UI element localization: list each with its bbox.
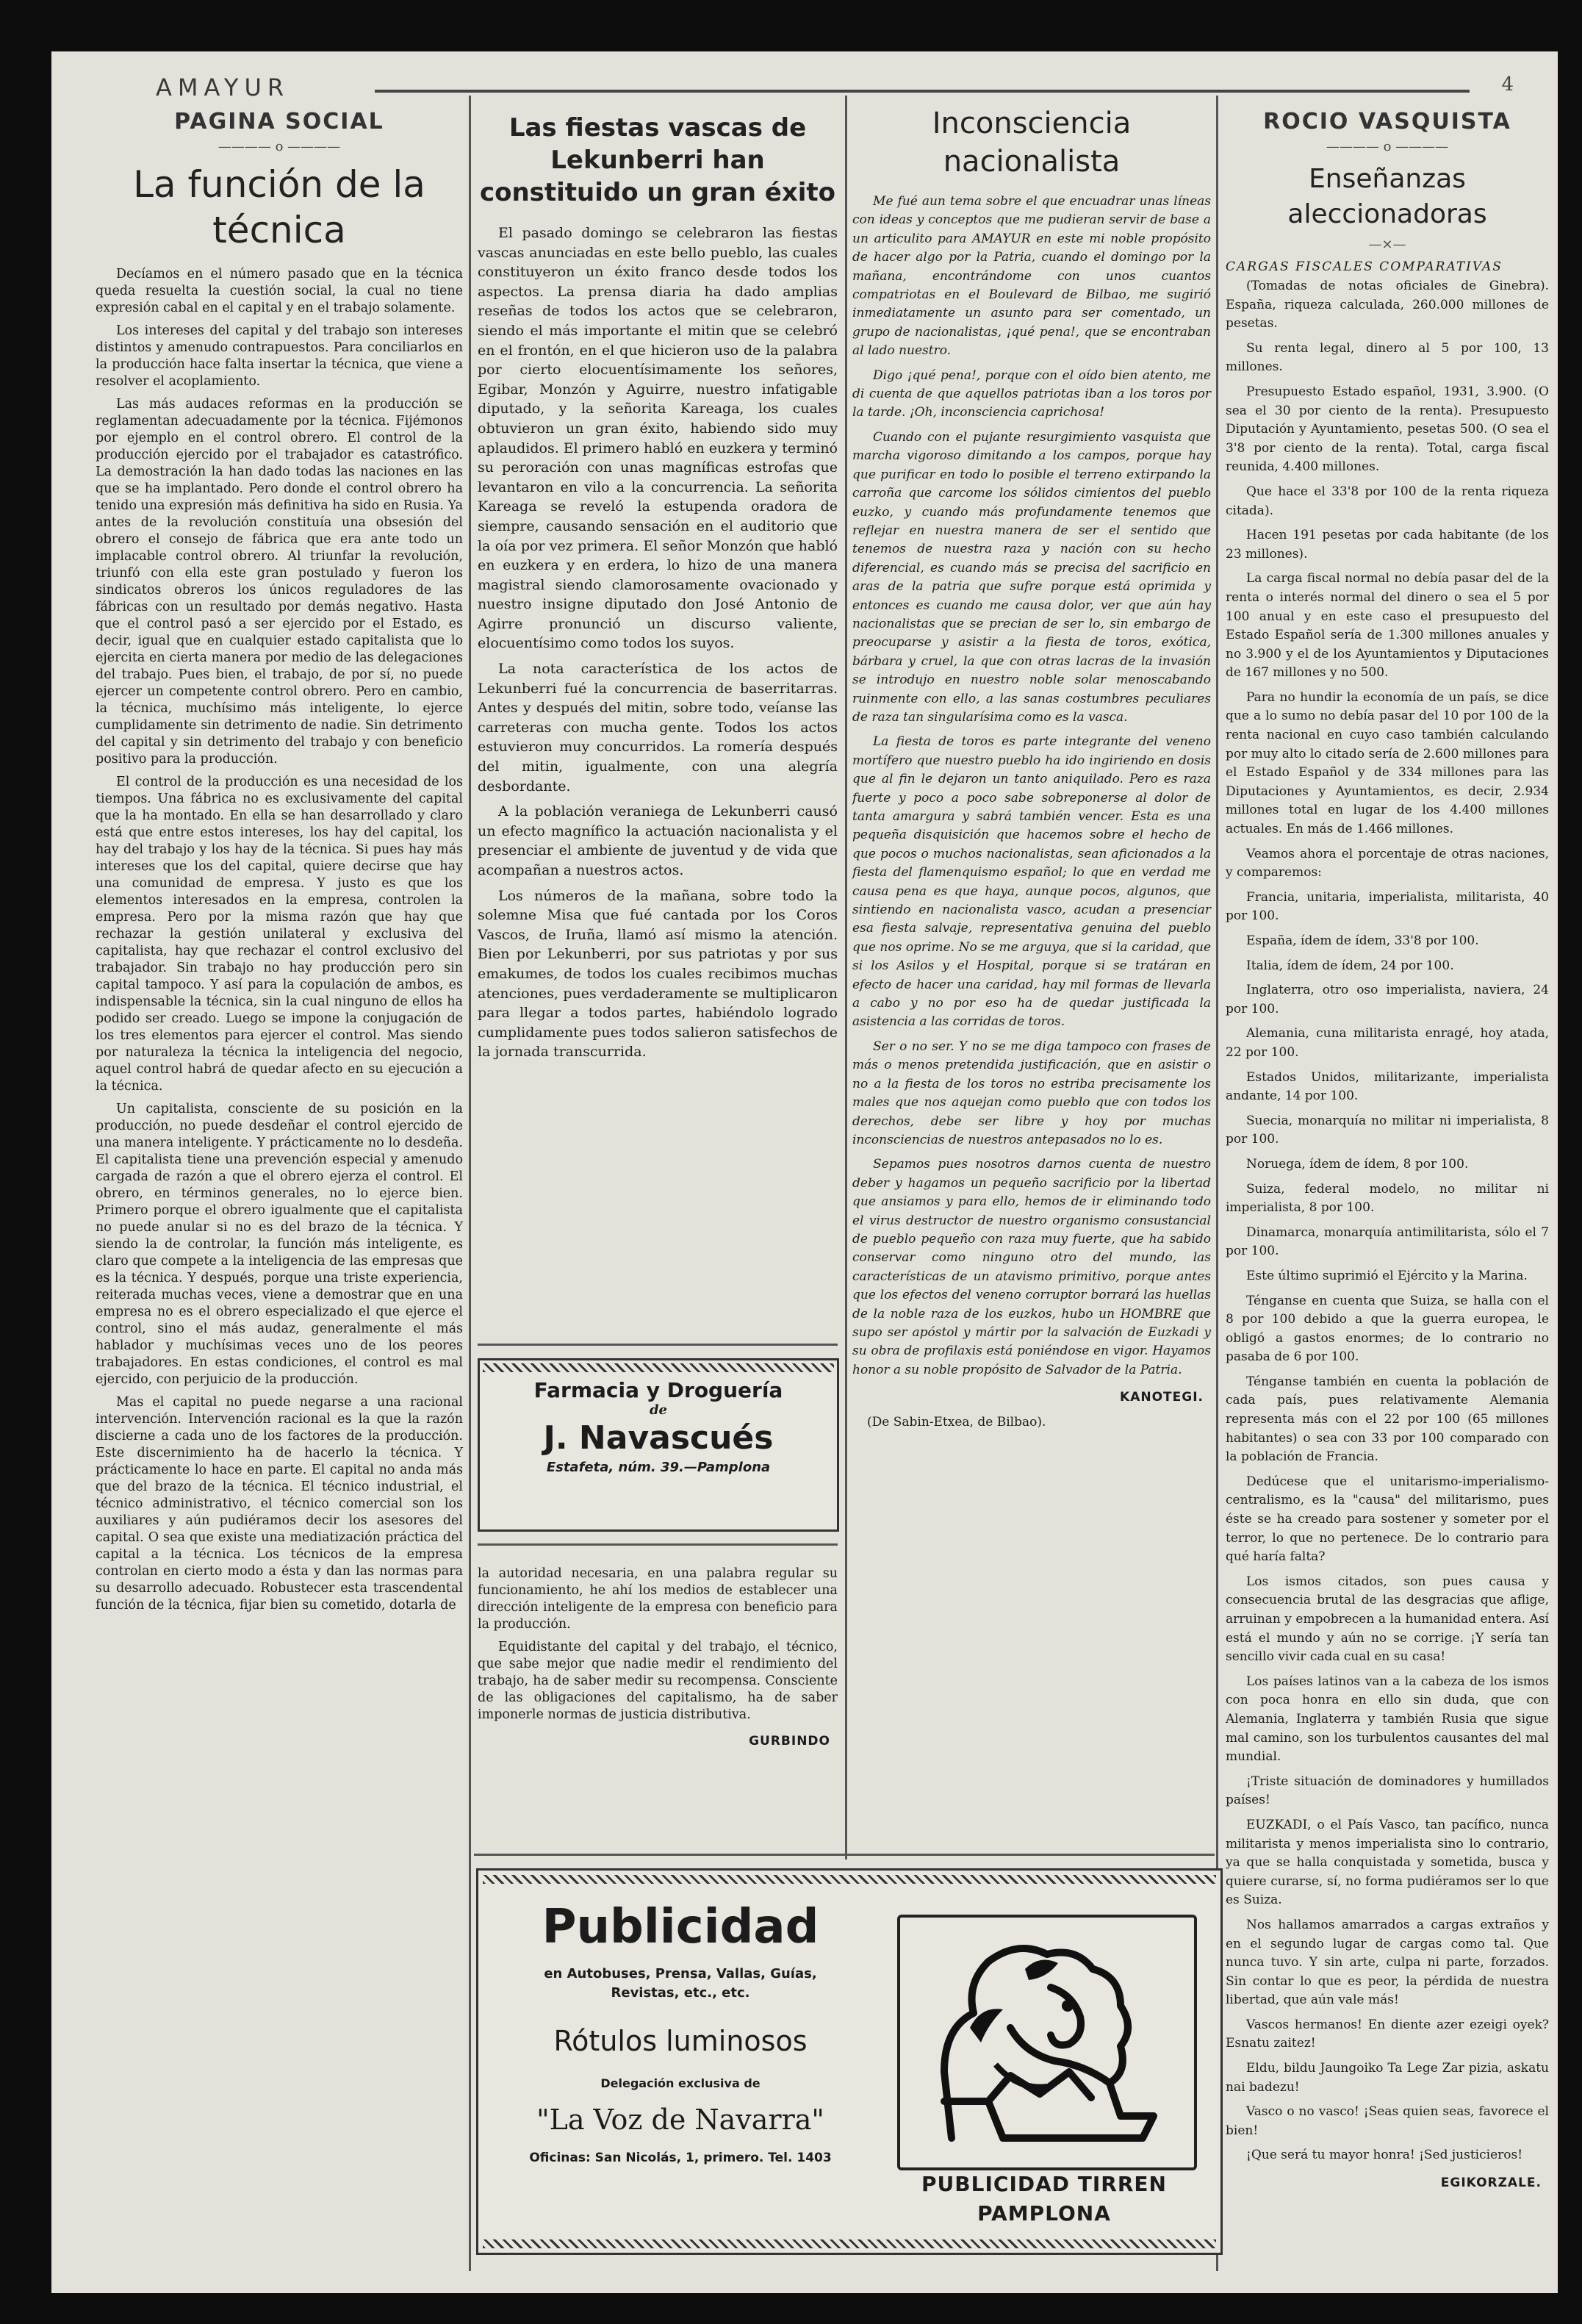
paragraph: Digo ¡qué pena!, porque con el oído bien atento, me di cuenta de que aquellos patriotas iban a los toros por la tarde. ¡Oh, inconsciencia caprichosa! xyxy=(852,367,1211,420)
column-inconsciencia xyxy=(852,104,1211,1430)
paragraph: Hacen 191 pesetas por cada habitante (de los 23 millones). xyxy=(1226,528,1549,562)
ad-offices: Oficinas: San Nicolás, 1, primero. Tel. 1403 xyxy=(529,2151,832,2165)
paragraph: ¡Que será tu mayor honra! ¡Sed justicieros! xyxy=(1246,2148,1523,2163)
paragraph: Mas el capital no puede negarse a una racional intervención. Intervención racional es la que la razón discierne a cada uno de los factores de la producción. Este discernimiento ha de hacerlo la técnica. Y prácticamente lo hace en parte. El capital no anda más que del brazo de la técnica. El técnico industrial, el técnico administrativo, el técnico comercial son los auxiliares y aún pudiéramos decir los asesores del capital. O sea que existe una mediatización práctica del capital a la técnica. Los técnicos de la empresa controlan en cierto modo a ésta y dan las normas para su desarrollo adecuado. Robustecer esta trascendental función de la técnica, fijar bien su cometido, dotarla de xyxy=(96,1395,463,1613)
title-divider: —×— xyxy=(1368,237,1406,252)
paragraph: Su renta legal, dinero al 5 por 100, 13 millones. xyxy=(1226,340,1549,375)
column-pagina-social xyxy=(96,109,463,1620)
column-rocio-vasquista xyxy=(1226,109,1549,2190)
paragraph: Para no hundir la economía de un país, se dice que a lo sumo no debía pasar del 10 por 100 de la renta nacional en cuyo caso también calculando por muy alto lo citado sería de 2.600 millones para el Estado Español y de 334 millones para las Diputaciones y Ayuntamientos, es decir, 2.934 millones total en lugar de los 4.400 millones actuales. En más de 1.466 millones. xyxy=(1226,689,1549,837)
paragraph: Suecia, monarquía no militar ni imperialista, 8 por 100. xyxy=(1226,1113,1549,1147)
paragraph: España, ídem de ídem, 33'8 por 100. xyxy=(1246,933,1479,948)
ad-newspaper: "La Voz de Navarra" xyxy=(536,2104,824,2136)
ad-agency-city: PAMPLONA xyxy=(977,2201,1111,2226)
paragraph: La carga fiscal normal no debía pasar del de la renta o interés normal del dinero o sea el 5 por 100 anual y en este caso el presupuesto del Estado Español sería de 1.300 millones anuales y no 3.900 y el de los Ayuntamientos y Diputaciones de 167 millones y no 500. xyxy=(1226,571,1549,681)
ad-line: Farmacia y Droguería xyxy=(533,1378,783,1402)
article-body-fiestas-vascas xyxy=(478,223,838,1062)
newspaper-name: AMAYUR xyxy=(156,73,290,101)
article-title-ensenanzas: Enseñanzas aleccionadoras xyxy=(1287,164,1487,229)
ad-publicidad-tirren xyxy=(476,1868,1223,2255)
paragraph: Dedúcese que el unitarismo-imperialismo-centralismo, es la "causa" del militarismo, pues éste se ha creado para sostener y someter por el terror, lo que no pertenece. De lo contrario para qué haría falta? xyxy=(1226,1474,1549,1565)
ad-farmacia-navascues xyxy=(478,1358,839,1532)
paragraph: Vascos hermanos! En diente azer ezeigi oyek? Esnatu zaitez! xyxy=(1226,2017,1549,2051)
paragraph: EUZKADI, o el País Vasco, tan pacífico, nunca militarista y menos imperialista sino lo contrario, ya que se halla conquistada y sometida, busca y quiere curarse, sí, no forma pudiéramos ser lo que es Suiza. xyxy=(1226,1817,1549,1908)
paragraph: Vasco o no vasco! ¡Seas quien seas, favorece el bien! xyxy=(1226,2104,1549,2138)
paragraph: Ténganse en cuenta que Suiza, se halla con el 8 por 100 debido a que la guerra europea, le obligó a gastos enormes; de lo contrario no pasaba de 6 por 100. xyxy=(1226,1293,1549,1365)
source-note: (De Sabin-Etxea, de Bilbao). xyxy=(867,1415,1046,1430)
column-fiestas-lekunberri xyxy=(478,109,838,1068)
ad-agency-name: PUBLICIDAD TIRREN xyxy=(921,2172,1167,2196)
paragraph: Inglaterra, otro oso imperialista, naviera, 24 por 100. xyxy=(1226,983,1549,1016)
ad-text-block xyxy=(486,1885,875,2165)
paragraph: Equidistante del capital y del trabajo, el técnico, que sabe mejor que nadie medir el rendimiento del trabajo, ha de saber medir su recompensa. Consciente de las obligaciones del capitalismo, ha de saber imponerle normas de justicia distributiva. xyxy=(478,1640,838,1722)
page-number: 4 xyxy=(1501,73,1514,96)
paragraph: Este último suprimió el Ejército y la Marina. xyxy=(1246,1268,1528,1283)
paragraph: Francia, unitaria, imperialista, militarista, 40 por 100. xyxy=(1226,889,1549,924)
lion-icon xyxy=(900,1918,1188,2162)
paragraph: El control de la producción es una necesidad de los tiempos. Una fábrica no es exclusivamente del capital que la ha montado. En ella se han desarrollado y claro está que entre estos intereses, los hay del capital, los hay del trabajo y los hay de la técnica. Si pues hay más intereses que los del capital, quiere decirse que hay una comunidad de empresa. Y justo es que los elementos interesados en la empresa, controlen la empresa. Pero por la misma razón que hay que rechazar la gestión unilateral y exclusiva del capitalista, hay que rechazar el control exclusivo del trabajador. Sin trabajo no hay producción pero sin capital tampoco. Y así para la copulación de ambos, es indispensable la técnica, sin la cual ninguno de ellos ha podido ser creado. Luego se impone la conjugación de los tres elementos para ejercer el control. Mas siendo por naturaleza la técnica la inteligencia del negocio, aquel control habrá de quedar afecto en su ejecución a la técnica. xyxy=(96,775,463,1094)
paragraph: Ténganse también en cuenta la población de cada país, pues relativamente Alemania representa más con el 22 por 100 (65 millones habitantes) o sea con 33 por 100 comparado con la población de Francia. xyxy=(1226,1374,1549,1465)
divider xyxy=(478,1543,838,1546)
newspaper-page xyxy=(51,51,1558,2293)
paragraph: Un capitalista, consciente de su posición en la producción, no puede desdeñar el control ejercido de una manera inteligente. Y prácticamente no lo desdeña. El capitalista tiene una prevención especial y amenudo cargada de razón a que el obrero ejerza el control. El obrero, en términos generales, no lo ejerce bien. Primero porque el obrero igualmente que el capitalista no puede anular si no es del brazo de la técnica. Y siendo la de controlar, la función más inteligente, es claro que compete a la inteligencia de las empresas que es la técnica. Y después, porque una triste experiencia, reiterada muchas veces, viene a demostrar que en una empresa no es el obrero especializado el que ejerce el control, sino el más audaz, generalmente el más hablador y muchísimas veces uno de los peores trabajadores. En estas condiciones, el control es mal ejercido, con perjuicio de la producción. xyxy=(96,1102,463,1387)
paragraph: Los ismos citados, son pues causa y consecuencia brutal de las desgracias que aflige, arruinan y empobrecen a la humanidad entera. Así está el mundo y aún no se corrige. ¡Y sería tan sencillo vivir cada cual en su casa! xyxy=(1226,1574,1549,1665)
divider xyxy=(474,1854,1215,1856)
paragraph: Cuando con el pujante resurgimiento vasquista que marcha vigoroso dimitando a los campos, porque hay que purificar en todo lo posible el terreno extirpando la carroña que carcome los sólidos cimientos del pueblo euzko, y cuando más profundamente tenemos que reflejar en nuestra manera de ser el sentido que tenemos de nuestra raza y nación con su hecho diferencial, es cuando más se precisa del sacrificio en aras de la patria que sufre porque está oprimida y entonces es cuando me causa dolor, ver que aún hay nacionalistas que se precian de ser lo, sin embargo de preocuparse y asistir a la fiesta de toros, exótica, bárbara y cruel, la que con otras lacras de la invasión se introdujo en nuestro noble solar menoscabando ruinmente con ello, a las sanas costumbres peculiares de raza tan singularísima como es la vasca. xyxy=(852,429,1211,725)
section-heading: ROCIO VASQUISTA xyxy=(1263,109,1511,135)
section-ornament: ———— o ———— xyxy=(1326,139,1449,154)
paragraph: A la población veraniega de Lekunberri causó un efecto magnífico la actuación nacionalista y el presenciar el ambiente de juventud y de vida que acompañan a nuestros actos. xyxy=(478,803,838,878)
column-funcion-tecnica-cont xyxy=(478,1566,838,1749)
paragraph: Nos hallamos amarrados a cargas extraños y en el segundo lugar de cargas como tal. Que nunca tuvo. Y sin arte, culpa ni parte, forzados. Sin contar lo que es peor, la pérdida de nuestra libertad, que aún vale más! xyxy=(1226,1917,1549,2008)
paragraph: Ser o no ser. Y no se me diga tampoco con frases de más o menos pretendida justificación, que en asistir o no a la fiesta de los toros no estriba precisamente los males que nos aquejan como pueblo que con todos los derechos, debe ser libre y hoy por muchas inconsciencias de nuestros antepasados no lo es. xyxy=(852,1039,1211,1147)
masthead-rule xyxy=(375,90,1470,93)
paragraph: Veamos ahora el porcentaje de otras naciones, y comparemos: xyxy=(1226,846,1549,881)
signature-egikorzale: EGIKORZALE. xyxy=(1440,2176,1542,2191)
paragraph: El pasado domingo se celebraron las fiestas vascas anunciadas en este bello pueblo, las cuales constituyeron un éxito franco desde todos los aspectos. La prensa diaria ha dado amplias reseñas de todos los actos que se celebraron, siendo el más importante el mitin que se celebró en el frontón, en el que hicieron uso de la palabra por cierto elocuentísimamente los señores, Egibar, Monzón y Aguirre, nuestro infatigable diputado, y la señorita Kareaga, los cuales obtuvieron un gran éxito, habiendo sido muy aplaudidos. El primero habló en euzkera y terminó su peroración con unas magníficas estrofas que levantaron en vilo a la concurrencia. La señorita Kareaga se reveló la estupenda oradora de siempre, causando sensación en el auditorio que la oía por vez primera. El señor Monzón que habló en euzkera y en erdera, lo hizo de una manera magistral siendo clamorosamente ovacionado y nuestro insigne diputado don José Antonio de Agirre pronunció un discurso valiente, elocuentísimo como todos los suyos. xyxy=(478,225,838,652)
ad-border-pattern xyxy=(483,1363,834,1372)
paragraph: Estados Unidos, militarizante, imperialista andante, 14 por 100. xyxy=(1226,1069,1549,1104)
paragraph: la autoridad necesaria, en una palabra regular su funcionamiento, he ahí los medios de establecer una dirección inteligente de la empresa con beneficio para la producción. xyxy=(478,1566,838,1632)
column-rule-2 xyxy=(845,96,847,1859)
section-ornament: ———— o ———— xyxy=(217,139,341,154)
paragraph: Decíamos en el número pasado que en la técnica queda resuelta la cuestión social, la cual no tiene expresión cabal en el capital y en el trabajo solamente. xyxy=(96,267,463,315)
ad-border-pattern xyxy=(483,1875,1216,1884)
paragraph: La fiesta de toros es parte integrante del veneno mortífero que nuestro pueblo ha ido ingiriendo en dosis que al fin le dejaron un tanto aniquilado. Pero es raza fuerte y poco a poco sabe sobreponerse al dolor de tanta amargura y sabrá también vencer. Esta es una pequeña disquisición que hacemos sobre el hecho de que pocos o muchos nacionalistas, sean aficionados a la fiesta del flamenquismo español; lo que en verdad me causa pena es que haya, aunque pocos, algunos, que sintiendo en nacionalista vasco, acudan a presenciar esa fiesta salvaje, representativa genuina del pueblo que nos oprime. No se me arguya, que si la caridad, que si los Asilos y el Hospital, porque si se tratáran en efecto de hacer una caridad, hay mil formas de llevarla a cabo y no por eso ha de quedar justificada la asistencia a las corridas de toros. xyxy=(852,734,1211,1030)
paragraph: (Tomadas de notas oficiales de Ginebra). España, riqueza calculada, 260.000 millones de pesetas. xyxy=(1226,279,1549,331)
paragraph: Presupuesto Estado español, 1931, 3.900. (O sea el 30 por ciento de la renta). Presupuesto Diputación y Ayuntamiento, pesetas 500. (O sea el 3'8 por ciento de la renta). Total, carga fiscal reunida, 4.400 millones. xyxy=(1226,384,1549,475)
article-body-inconsciencia xyxy=(852,193,1211,1380)
paragraph: Alemania, cuna militarista enragé, hoy atada, 22 por 100. xyxy=(1226,1026,1549,1060)
paragraph: Los intereses del capital y del trabajo son intereses distintos y amenudo contrapuestos. Para conciliarlos en la producción hace falta insertar la técnica, que viene a resolver el acoplamiento. xyxy=(96,323,463,389)
article-body-funcion-tecnica xyxy=(96,266,463,1614)
paragraph: Que hace el 33'8 por 100 de la renta riqueza citada). xyxy=(1226,484,1549,518)
paragraph: Me fué aun tema sobre el que encuadrar unas líneas con ideas y conceptos que me pudieran servir de base a un articulito para AMAYUR en este mi noble propósito de hacer algo por la Patria, cuando el domingo por la mañana, encontrándome con unos cuantos compatriotas en el Boulevard de Bilbao, me sugirió inmediatamente un asunto para ser comentado, un grupo de nacionalistas, ¡qué pena!, que se encontraban al lado nuestro. xyxy=(852,194,1211,359)
paragraph: Sepamos pues nosotros darnos cuenta de nuestro deber y hagamos un pequeño sacrificio por la libertad que ansiamos y para ello, hemos de ir eliminando todo el virus destructor de nuestro organismo consustancial de pueblo pequeño con raza muy fuerte, que ha sabido conservar como ninguno otro del mundo, las características de un atavismo primitivo, porque antes que los efectos del veneno corruptor borrará las huellas de la noble raza de los euzkos, hubo un HOMBRE que supo ser apóstol y mártir por la salvación de Euzkadi y su obra de profilaxis está poniéndose en vigor. Hayamos honor a su noble propósito de Salvador de la Patria. xyxy=(852,1157,1211,1377)
paragraph: Las más audaces reformas en la producción se reglamentan adecuadamente por la técnica. Fijémonos por ejemplo en el control obrero. El control de la producción ejercido por el trabajador es catastrófico. La demostración la han dado todas las naciones en las que se ha implantado. Pero donde el control obrero ha tenido una expresión más definitiva ha sido en Rusia. Ya antes de la revolución constituía una obsesión del obrero el consejo de fábrica que era ante todo un implacable control obrero. Al triunfar la revolución, triunfó con ella este gran postulado y fueron los sindicatos obreros los únicos reguladores de las fábricas con un resultado por demás negativo. Hasta que el control pasó a ser ejercido por el Estado, es decir, igual que en cualquier estado capitalista que lo ejercita en cierta manera por medio de las delegaciones del trabajo. Pues bien, el trabajo, de por sí, no puede ejercer un competente control obrero. Pero en cambio, la técnica, muchísimo más inteligente, lo ejerce cumplidamente sin detrimento de nadie. Sin detrimento del capital y sin detrimento del trabajo y con beneficio positivo para la producción. xyxy=(96,397,463,767)
divider xyxy=(478,1344,838,1346)
article-continuation xyxy=(478,1566,838,1724)
signature-gurbindo: GURBINDO xyxy=(749,1734,830,1749)
paragraph: Los países latinos van a la cabeza de los ismos con poca honra en ello sin duda, que con Alemania, Inglaterra y también Rusia que sigue mal camino, son los turbulentos causantes del mal mundial. xyxy=(1226,1674,1549,1765)
subheading: CARGAS FISCALES COMPARATIVAS xyxy=(1226,259,1503,274)
paragraph: Suiza, federal modelo, no militar ni imperialista, 8 por 100. xyxy=(1226,1181,1549,1216)
ad-brand: J. Navascués xyxy=(543,1419,774,1457)
ad-address: Estafeta, núm. 39.—Pamplona xyxy=(546,1460,771,1475)
paragraph: ¡Triste situación de dominadores y humillados países! xyxy=(1226,1774,1549,1808)
ad-logo-block xyxy=(875,1900,1213,2245)
paragraph: La nota característica de los actos de Lekunberri fué la concurrencia de baserritarras. Antes y después del mitin, sobre todo, veíanse las carreteras con mucha gente. Todos los actos estuvieron muy concurridos. La romería después del mitin, igualmente, con una alegría desbordante. xyxy=(478,661,838,795)
ad-delegation: Delegación exclusiva de xyxy=(600,2076,761,2090)
column-rule-1 xyxy=(469,96,471,2271)
article-title-funcion-tecnica: La función de la técnica xyxy=(133,163,425,251)
article-title-fiestas-vascas: Las fiestas vascas de Lekunberri han constituido un gran éxito xyxy=(479,113,836,207)
ad-neon: Rótulos luminosos xyxy=(553,2025,808,2057)
ad-title: Publicidad xyxy=(542,1900,819,1954)
ad-services: en Autobuses, Prensa, Vallas, Guías, Revistas, etc., etc. xyxy=(544,1966,817,2001)
paragraph: Italia, ídem de ídem, 24 por 100. xyxy=(1246,958,1454,973)
paragraph: Eldu, bildu Jaungoiko Ta Lege Zar pizia, askatu nai badezu! xyxy=(1226,2061,1549,2095)
article-body-ensenanzas xyxy=(1226,277,1549,2165)
paragraph: Noruega, ídem de ídem, 8 por 100. xyxy=(1246,1156,1469,1172)
article-title-inconsciencia: Inconsciencia nacionalista xyxy=(932,107,1132,179)
paragraph: Los números de la mañana, sobre todo la solemne Misa que fué cantada por los Coros Vascos, de Iruña, llamó así mismo la atención. Bien por Lekunberri, por sus patriotas y por sus emakumes, de todos los cuales recibimos muchas atenciones, pues verdaderamente se multiplicaron para llegar a todos partes, habiéndolo logrado cumplidamente pues todos salieron satisfechos de la jornada transcurrida. xyxy=(478,887,838,1061)
section-heading: PAGINA SOCIAL xyxy=(174,109,384,135)
paragraph: Dinamarca, monarquía antimilitarista, sólo el 7 por 100. xyxy=(1226,1224,1549,1259)
signature-kanotegi: KANOTEGI. xyxy=(1120,1390,1204,1405)
lion-logo-frame xyxy=(897,1915,1197,2170)
ad-line: de xyxy=(649,1402,668,1418)
